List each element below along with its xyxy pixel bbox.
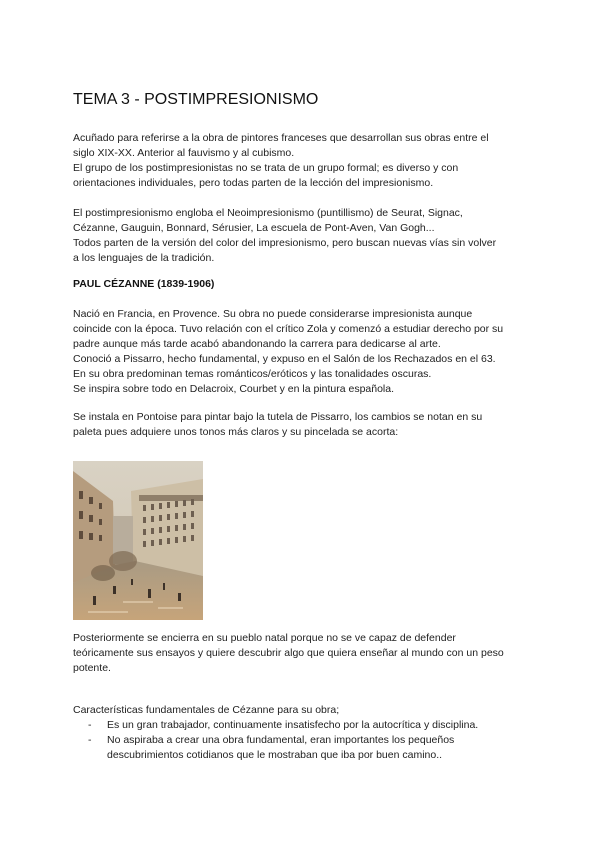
intro-paragraph xyxy=(73,131,543,191)
text-line: No aspiraba a crear una obra fundamental, eran importantes los pequeños xyxy=(107,734,455,746)
text-line: teóricamente sus ensayos y quiere descubrir algo que quiera enseñar al mundo con un peso xyxy=(73,647,504,659)
text-line: El grupo de los postimpresionistas no se trata de un grupo formal; es diverso y con xyxy=(73,162,459,174)
text-line: Características fundamentales de Cézanne para su obra; xyxy=(73,704,340,716)
bullet-marker: - xyxy=(88,734,92,746)
text-line: Se instala en Pontoise para pintar bajo la tutela de Pissarro, los cambios se notan en su xyxy=(73,411,483,423)
text-line: Se inspira sobre todo en Delacroix, Courbet y en la pintura española. xyxy=(73,383,395,395)
section-heading-cezanne: PAUL CÉZANNE (1839-1906) xyxy=(73,278,215,290)
text-line: descubrimientos cotidianos que le mostraban que iba por buen camino.. xyxy=(107,749,443,761)
text-line: orientaciones individuales, pero todas parten de la lección del impresionismo. xyxy=(73,177,434,189)
text-line: Acuñado para referirse a la obra de pintores franceses que desarrollan sus obras entre el xyxy=(73,132,489,144)
text-line: Conoció a Pissarro, hecho fundamental, y expuso en el Salón de los Rechazados en el 63. xyxy=(73,353,496,365)
text-line: En su obra predominan temas románticos/eróticos y las tonalidades oscuras. xyxy=(73,368,432,380)
list-item xyxy=(73,718,478,733)
text-line: Nació en Francia, en Provence. Su obra no puede considerarse impresionista aunque xyxy=(73,308,473,320)
movement-paragraph xyxy=(73,206,543,266)
text-line: potente. xyxy=(73,662,111,674)
characteristics-list xyxy=(73,718,478,763)
text-line: padre aunque más tarde acabó abandonando la carrera para dedicarse al arte. xyxy=(73,338,441,350)
later-paragraph xyxy=(73,631,543,676)
bio-paragraph xyxy=(73,307,543,397)
text-line: siglo XIX-XX. Anterior al fauvismo y al cubismo. xyxy=(73,147,295,159)
text-line: Posteriormente se encierra en su pueblo natal porque no se ve capaz de defender xyxy=(73,632,456,644)
text-line: Todos parten de la versión del color del impresionismo, pero buscan nuevas vías sin volver xyxy=(73,237,497,249)
street-scene-painting xyxy=(73,461,203,620)
text-line: Cézanne, Gauguin, Bonnard, Sérusier, La escuela de Pont-Aven, Van Gogh... xyxy=(73,222,435,234)
text-line: El postimpresionismo engloba el Neoimpresionismo (puntillismo) de Seurat, Signac, xyxy=(73,207,463,219)
text-line: coincide con la época. Tuvo relación con el crítico Zola y comenzó a estudiar derecho por su xyxy=(73,323,504,335)
pontoise-paragraph xyxy=(73,410,543,440)
page-title: TEMA 3 - POSTIMPRESIONISMO xyxy=(73,91,319,108)
text-line: a los lenguajes de la tradición. xyxy=(73,252,215,264)
painting-image xyxy=(73,461,203,620)
bullet-marker: - xyxy=(88,719,92,731)
text-line: paleta pues adquiere unos tonos más claros y su pincelada se acorta: xyxy=(73,426,399,438)
list-item xyxy=(73,733,478,763)
text-line: Es un gran trabajador, continuamente insatisfecho por la autocrítica y disciplina. xyxy=(107,719,479,731)
characteristics-intro xyxy=(73,703,543,718)
